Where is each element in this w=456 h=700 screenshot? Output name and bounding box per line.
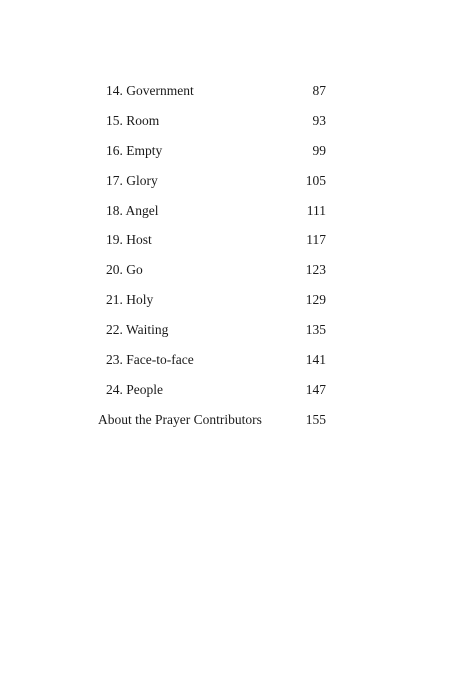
toc-entry-page: 135 — [305, 322, 326, 338]
toc-entry-title: 21. Holy — [106, 292, 154, 308]
toc-entry-title: 23. Face-to-face — [106, 352, 194, 368]
toc-entry-page: 123 — [305, 262, 326, 278]
toc-entry — [0, 139, 456, 169]
toc-entry-page: 147 — [305, 381, 326, 397]
toc-entry-page: 141 — [305, 352, 326, 368]
toc-entry — [0, 378, 456, 408]
toc-entry-title: 18. Angel — [106, 202, 159, 218]
toc-entry-page: 111 — [306, 202, 326, 218]
toc-entry-page: 117 — [306, 232, 326, 248]
toc-entry-title: 24. People — [106, 381, 163, 397]
toc-entry — [0, 79, 456, 109]
toc-entry-title: 17. Glory — [106, 172, 158, 188]
toc-entry-title: 14. Government — [106, 83, 194, 98]
toc-entry-title: 22. Waiting — [106, 322, 169, 338]
toc-entry-title: 19. Host — [106, 232, 152, 248]
toc-entry-page: 93 — [312, 112, 326, 128]
toc-entry — [0, 288, 456, 318]
toc-entry — [0, 348, 456, 378]
toc-entry-page: 99 — [312, 142, 326, 158]
toc-entry — [0, 169, 456, 199]
toc-entry — [0, 258, 456, 288]
toc-entry-title: 20. Go — [106, 262, 143, 278]
toc-entry — [0, 199, 456, 229]
toc-entry-title: 15. Room — [106, 112, 160, 128]
toc-entry — [0, 228, 456, 258]
toc-entry — [0, 109, 456, 139]
toc-entry-title: 16. Empty — [106, 142, 163, 158]
toc-entry — [0, 408, 456, 438]
toc-entry — [0, 318, 456, 348]
toc-entry-page: 155 — [305, 411, 326, 427]
toc-entry-page: 129 — [305, 292, 326, 308]
toc-entry-page: 87 — [312, 83, 326, 98]
toc-entry-title: About the Prayer Contributors — [98, 411, 262, 427]
table-of-contents — [0, 79, 456, 438]
toc-entry-page: 105 — [305, 172, 326, 188]
